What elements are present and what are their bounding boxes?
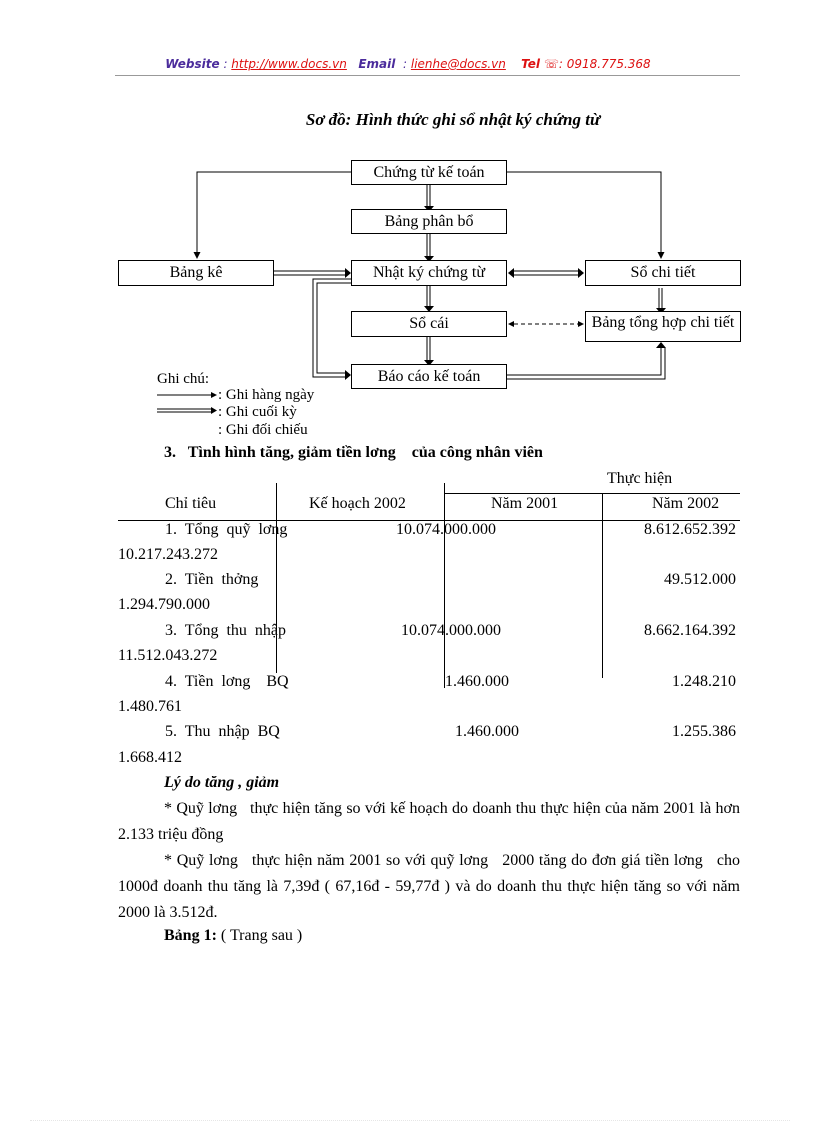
table-cell-wrap: 1.480.761 [118,698,182,715]
website-label: Website [165,57,220,71]
email-label: Email [358,57,396,71]
box-bang-phan-bo: Bảng phân bổ [351,209,507,234]
legend-reconcile: : Ghi đối chiếu [218,422,308,438]
table-row-label: 4. Tiền lơng BQ [165,673,289,690]
table-group-header: Thực hiện [607,470,673,487]
phone-icon: ☏ [543,57,559,71]
email-link[interactable]: lienhe@docs.vn [410,57,506,71]
legend-end-period: : Ghi cuối kỳ [218,404,297,420]
box-nhat-ky-chung-tu: Nhật ký chứng từ [351,260,507,286]
table-reference [164,927,302,945]
diagram-title: Sơ đồ: Hình thức ghi sổ nhật ký chứng từ [305,110,601,129]
table-cell: 49.512.000 [664,571,736,588]
table-row-label: 5. Thu nhập BQ [165,723,280,740]
table-col-kehoach: Kế hoạch 2002 [309,495,406,512]
reason-paragraph-2: * Quỹ lơng thực hiện năm 2001 so với quỹ lơng 2000 tăng do đơn giá tiền lơng cho 1000đ doanh thu tăng là 7,39đ ( 67,16đ - 59,77đ ) và do doanh thu thực hiện tăng so với năm 2000 là 3.512đ. [118,852,744,921]
table-cell: 1.460.000 [455,723,519,740]
table-cell: 10.074.000.000 [396,521,496,538]
table-cell: 1.248.210 [672,673,736,690]
table-divider-1 [276,483,277,673]
box-chung-tu-ke-toan: Chứng từ kế toán [351,160,507,185]
box-so-cai: Sổ cái [351,311,507,337]
table-cell-wrap: 10.217.243.272 [118,546,218,563]
box-bang-tong-hop-chi-tiet: Bảng tổng hợp chi tiết [585,311,741,342]
table-cell: 8.662.164.392 [644,622,736,639]
table-cell-wrap: 1.294.790.000 [118,596,210,613]
phone-number: 0918.775.368 [566,57,651,71]
table-group-rule [444,493,740,494]
table-col-chitieu: Chỉ tiêu [165,495,217,512]
website-link[interactable]: http://www.docs.vn [231,57,347,71]
footer-dotted-line [30,1120,790,1121]
box-bang-ke: Bảng kê [118,260,274,286]
table-cell: 1.460.000 [445,673,509,690]
table-divider-2 [444,483,445,688]
table-cell-wrap: 11.512.043.272 [118,647,218,664]
table-row-label: 2. Tiền thởng [165,571,259,588]
table-reference-label: Bảng 1: [164,927,217,944]
page-header: Website : http://www.docs.vn Email : lienhe@docs.vn Tel ☏: 0918.775.368 [165,57,651,71]
reason-paragraph-1: * Quỹ lơng thực hiện tăng so với kế hoạch do doanh thu thực hiện của năm 2001 là hơn 2.133 triệu đồng [118,800,744,843]
table-reference-text: ( Trang sau ) [216,927,303,944]
table-col-2002: Năm 2002 [652,495,720,512]
table-cell: 8.612.652.392 [644,521,736,538]
box-bao-cao-ke-toan: Báo cáo kế toán [351,364,507,389]
tel-label: Tel [521,57,541,71]
table-cell: 1.255.386 [672,723,736,740]
box-so-chi-tiet: Sổ chi tiết [585,260,741,286]
reason-heading: Lý do tăng , giảm [164,774,280,791]
table-col-2001: Năm 2001 [491,495,559,512]
table-row-label: 3. Tổng thu nhập [165,622,287,639]
legend-title: Ghi chú: [157,371,210,387]
table-row-label: 1. Tổng quỹ lơng [165,521,288,538]
section-heading: 3. Tình hình tăng, giảm tiền lơng của công nhân viên [164,444,543,461]
table-cell: 10.074.000.000 [401,622,501,639]
legend-daily: : Ghi hàng ngày [218,387,315,403]
table-cell-wrap: 1.668.412 [118,749,182,766]
